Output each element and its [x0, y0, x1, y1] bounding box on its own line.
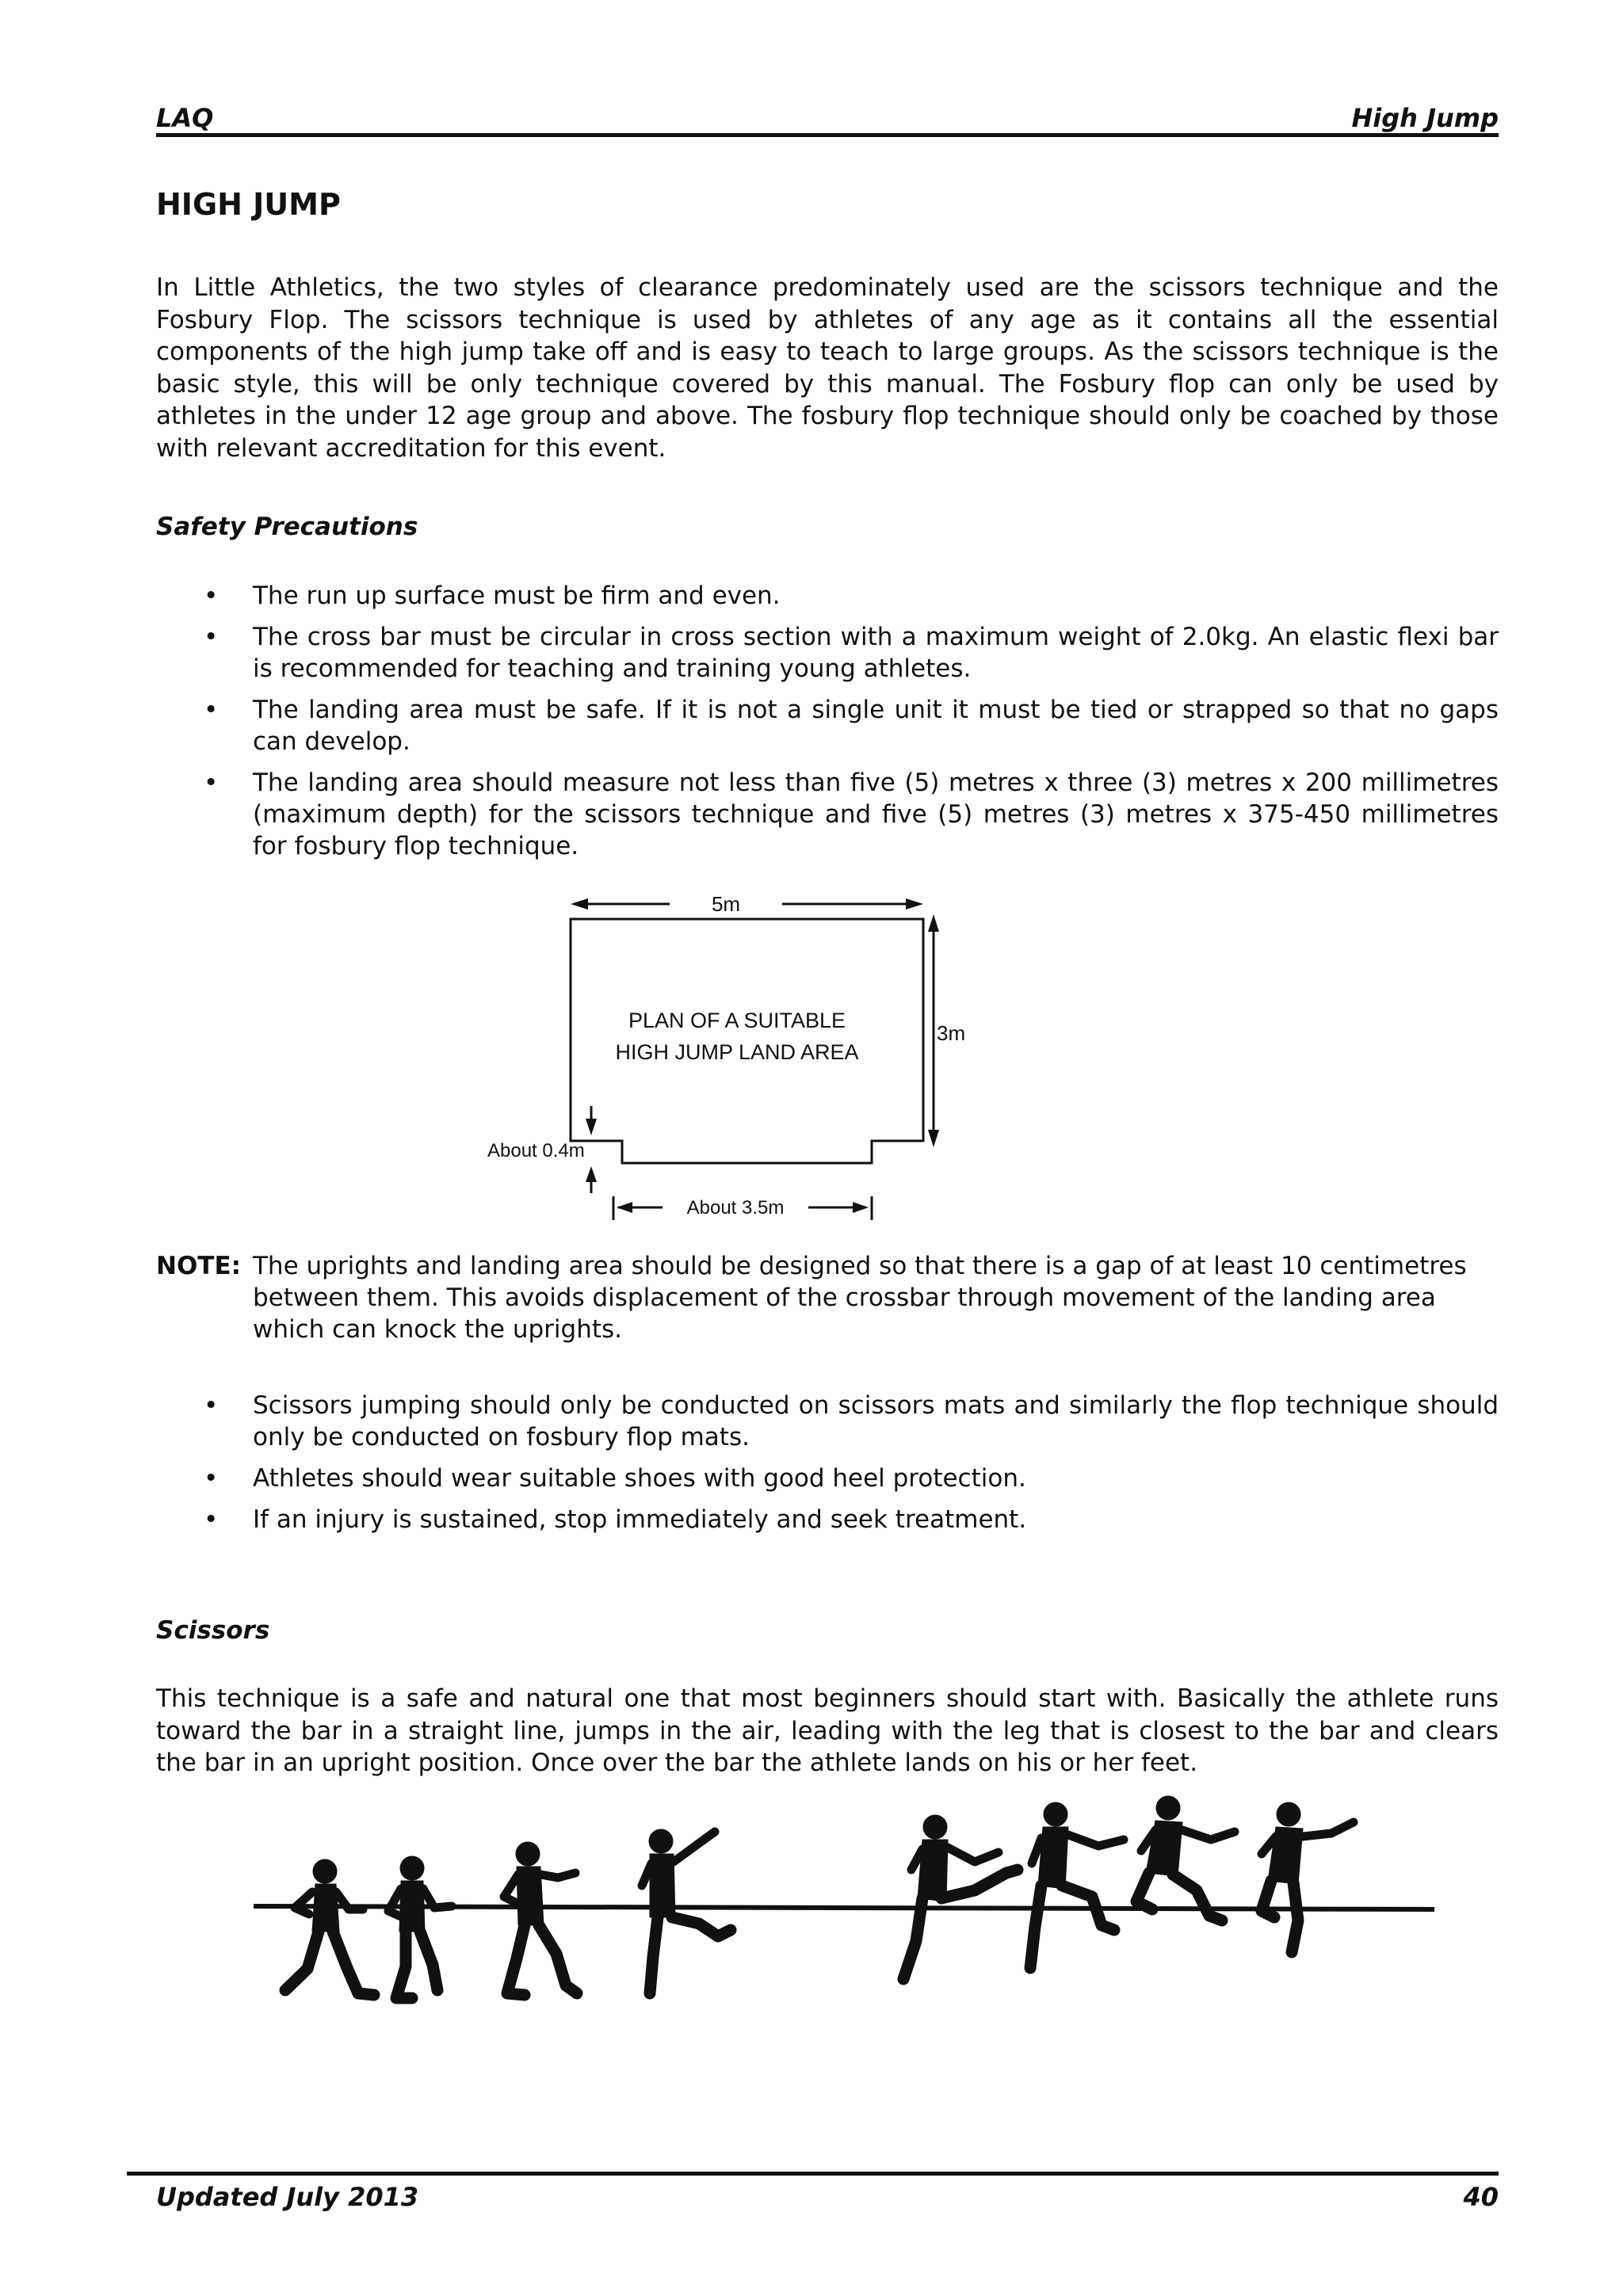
list-item: • The cross bar must be circular in cross section with a maximum weight of 2.0kg. An elastic flexi bar is recommended for teaching and training young athletes.: [204, 623, 1499, 683]
athlete-figure: [903, 1815, 1018, 1979]
bullet-icon: •: [204, 769, 219, 797]
list-item: • The landing area must be safe. If it is not a single unit it must be tied or strapped so that no gaps can develop.: [204, 696, 1499, 756]
athlete-figure: [1262, 1802, 1354, 1952]
list-item: • The run up surface must be firm and even.: [204, 582, 781, 610]
list-item: • Scissors jumping should only be conducted on scissors mats and similarly the flop technique should only be conducted on fosbury flop mats.: [204, 1391, 1499, 1451]
footer-left: Updated July 2013: [156, 2181, 419, 2212]
page-title: HIGH JUMP: [156, 187, 341, 222]
width-label: 5m: [711, 892, 741, 916]
page-footer: [127, 2172, 1499, 2218]
athlete-figure: [388, 1856, 452, 1998]
list-item: • Athletes should wear suitable shoes with good heel protection.: [204, 1464, 1026, 1493]
athlete-figure: [285, 1859, 374, 1995]
athlete-figure: [504, 1842, 577, 1995]
bullet-icon: •: [204, 1464, 219, 1493]
diagram-caption-line2: HIGH JUMP LAND AREA: [615, 1040, 859, 1064]
note-label: NOTE:: [156, 1252, 242, 1280]
athlete-figure: [642, 1829, 731, 1993]
athlete-figure: [1030, 1802, 1124, 1968]
page-header: [156, 97, 1499, 137]
scissors-paragraph: This technique is a safe and natural one that most beginners should start with. Basically the athlete runs toward the bar in a straight line, jumps in the air, leading with the leg that is closest to the bar and clears the bar in an upright position. Once over the bar the athlete lands on his or her feet.: [156, 1684, 1499, 1777]
diagram-caption-line1: PLAN OF A SUITABLE: [628, 1009, 846, 1032]
list-item: • If an injury is sustained, stop immediately and seek treatment.: [204, 1505, 1027, 1534]
scissors-heading: Scissors: [156, 1616, 270, 1645]
note-text: The uprights and landing area should be designed so that there is a gap of at least 10 centimetres between them. This avoids displacement of the crossbar through movement of the landing area which can knock the uprights.: [253, 1252, 1467, 1344]
height-label: 3m: [937, 1021, 966, 1045]
header-left: LAQ: [156, 103, 214, 133]
safety-list: [156, 580, 1499, 871]
notch-label: About 0.4m: [487, 1140, 585, 1161]
bullet-icon: •: [204, 1505, 219, 1534]
list-item: • The landing area should measure not less than five (5) metres x three (3) metres x 200 millimetres (maximum depth) for the scissors technique and five (5) metres (3) metres x 375-450 millimetres for fosbury flop technique.: [204, 769, 1499, 860]
safety-heading: Safety Precautions: [156, 513, 418, 541]
intro-paragraph: In Little Athletics, the two styles of clearance predominately used are the scissors technique and the Fosbury Flop. The scissors technique is used by athletes of any age as it contains all the essential components of the high jump take off and is easy to teach to large groups. As the scissors technique is the basic style, this will be only technique covered by this manual. The Fosbury flop can only be used by athletes in the under 12 age group and above. The fosbury flop technique should only be coached by those with relevant accreditation for this event.: [156, 273, 1499, 463]
bullet-icon: •: [204, 696, 219, 724]
bullet-icon: •: [204, 623, 219, 651]
page-number: 40: [1463, 2181, 1499, 2212]
safety-list-continued: [156, 1390, 1499, 1545]
note-block: [156, 1250, 1499, 1345]
scissors-sequence-illustration: [238, 1791, 1442, 2044]
bullet-icon: •: [204, 582, 219, 610]
bullet-icon: •: [204, 1391, 219, 1420]
athlete-figure: [1136, 1796, 1235, 1920]
landing-area-diagram: [475, 887, 983, 1236]
bottom-label: About 3.5m: [686, 1197, 785, 1219]
header-right: High Jump: [1351, 103, 1499, 133]
